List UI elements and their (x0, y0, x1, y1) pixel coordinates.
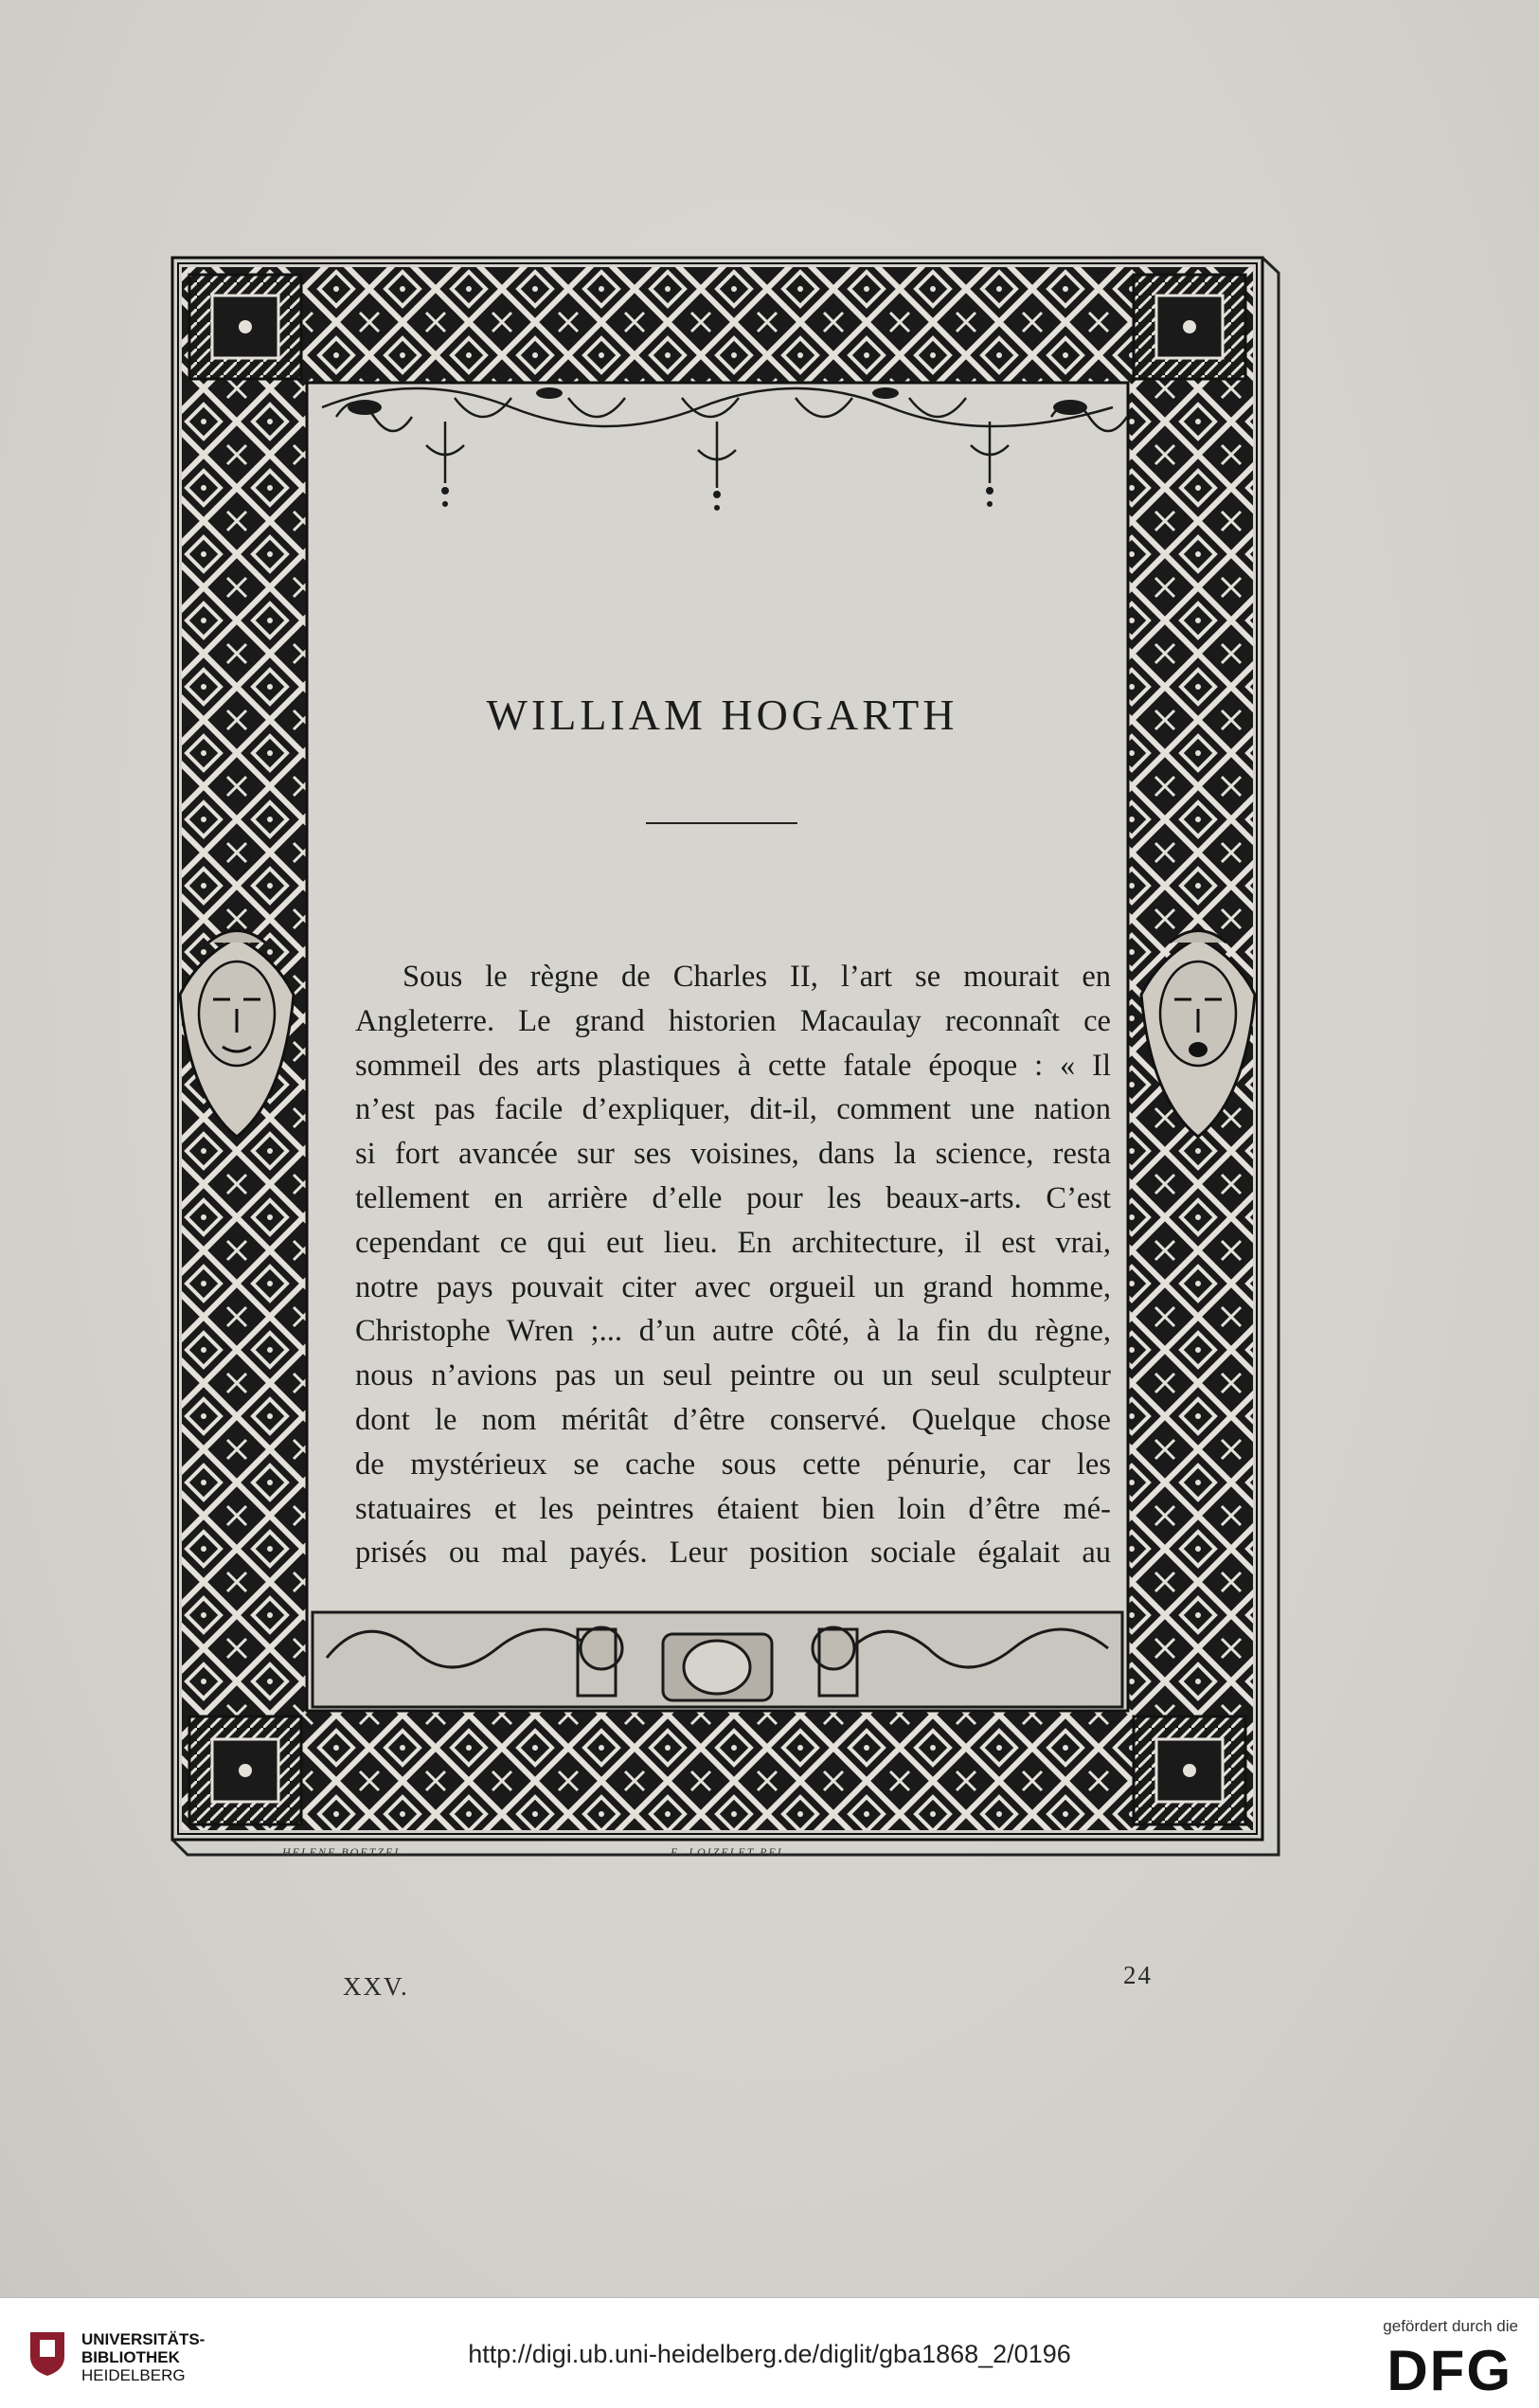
paragraph-line: n’est pas facile d’expliquer, dit-il, comment une nation (355, 1092, 1111, 1127)
paragraph-line: statuaires et les peintres étaient bien loin d’être mé- (355, 1491, 1111, 1526)
paragraph-line: si fort avancée sur ses voisines, dans la science, resta (355, 1137, 1111, 1172)
paragraph-line: Christophe Wren ;... d’un autre côté, à la fin du règne, (355, 1314, 1111, 1349)
sponsor-caption: gefördert durch die (1383, 2317, 1518, 2335)
paragraph-line: dont le nom méritât d’être conservé. Quelque chose (355, 1402, 1111, 1437)
paragraph-line: prisés ou mal payés. Leur position sociale égalait au (355, 1536, 1111, 1571)
paragraph-line: cependant ce qui eut lieu. En architecture, il est vrai, (355, 1225, 1111, 1260)
paragraph-line: de mystérieux se cache sous cette pénurie, car les (355, 1447, 1111, 1482)
permalink-url[interactable]: http://digi.ub.uni-heidelberg.de/diglit/gba1868_2/0196 (468, 2340, 1071, 2368)
footer-bar (0, 2297, 1539, 2408)
paragraph-line: nous n’avions pas un seul peintre ou un seul sculpteur (355, 1358, 1111, 1393)
university-name: UNIVERSITÄTS- BIBLIOTHEK HEIDELBERG (81, 2330, 206, 2384)
engraver-credit-left: HELENE BOETZEL. (282, 1845, 408, 1859)
paragraph-line: tellement en arrière d’elle pour les beaux-arts. C’est (355, 1180, 1111, 1215)
article-title: WILLIAM HOGARTH (486, 691, 958, 739)
paragraph-line: Sous le règne de Charles II, l’art se mourait en (403, 960, 1111, 994)
paragraph-line: Angleterre. Le grand historien Macaulay reconnaît ce (355, 1003, 1111, 1038)
paragraph-line: notre pays pouvait citer avec orgueil un grand homme, (355, 1269, 1111, 1304)
paragraph-line: sommeil des arts plastiques à cette fatale époque : « Il (355, 1048, 1111, 1083)
dfg-logo: DFG (1387, 2339, 1512, 2402)
engraver-credit-right: E. LOIZELET PEL. (671, 1845, 791, 1859)
page-number: 24 (1123, 1961, 1153, 1989)
signature-mark: XXV. (343, 1972, 409, 2001)
title-divider (646, 822, 797, 824)
text-panel (303, 377, 1141, 1618)
article-paragraph (355, 955, 1111, 1575)
